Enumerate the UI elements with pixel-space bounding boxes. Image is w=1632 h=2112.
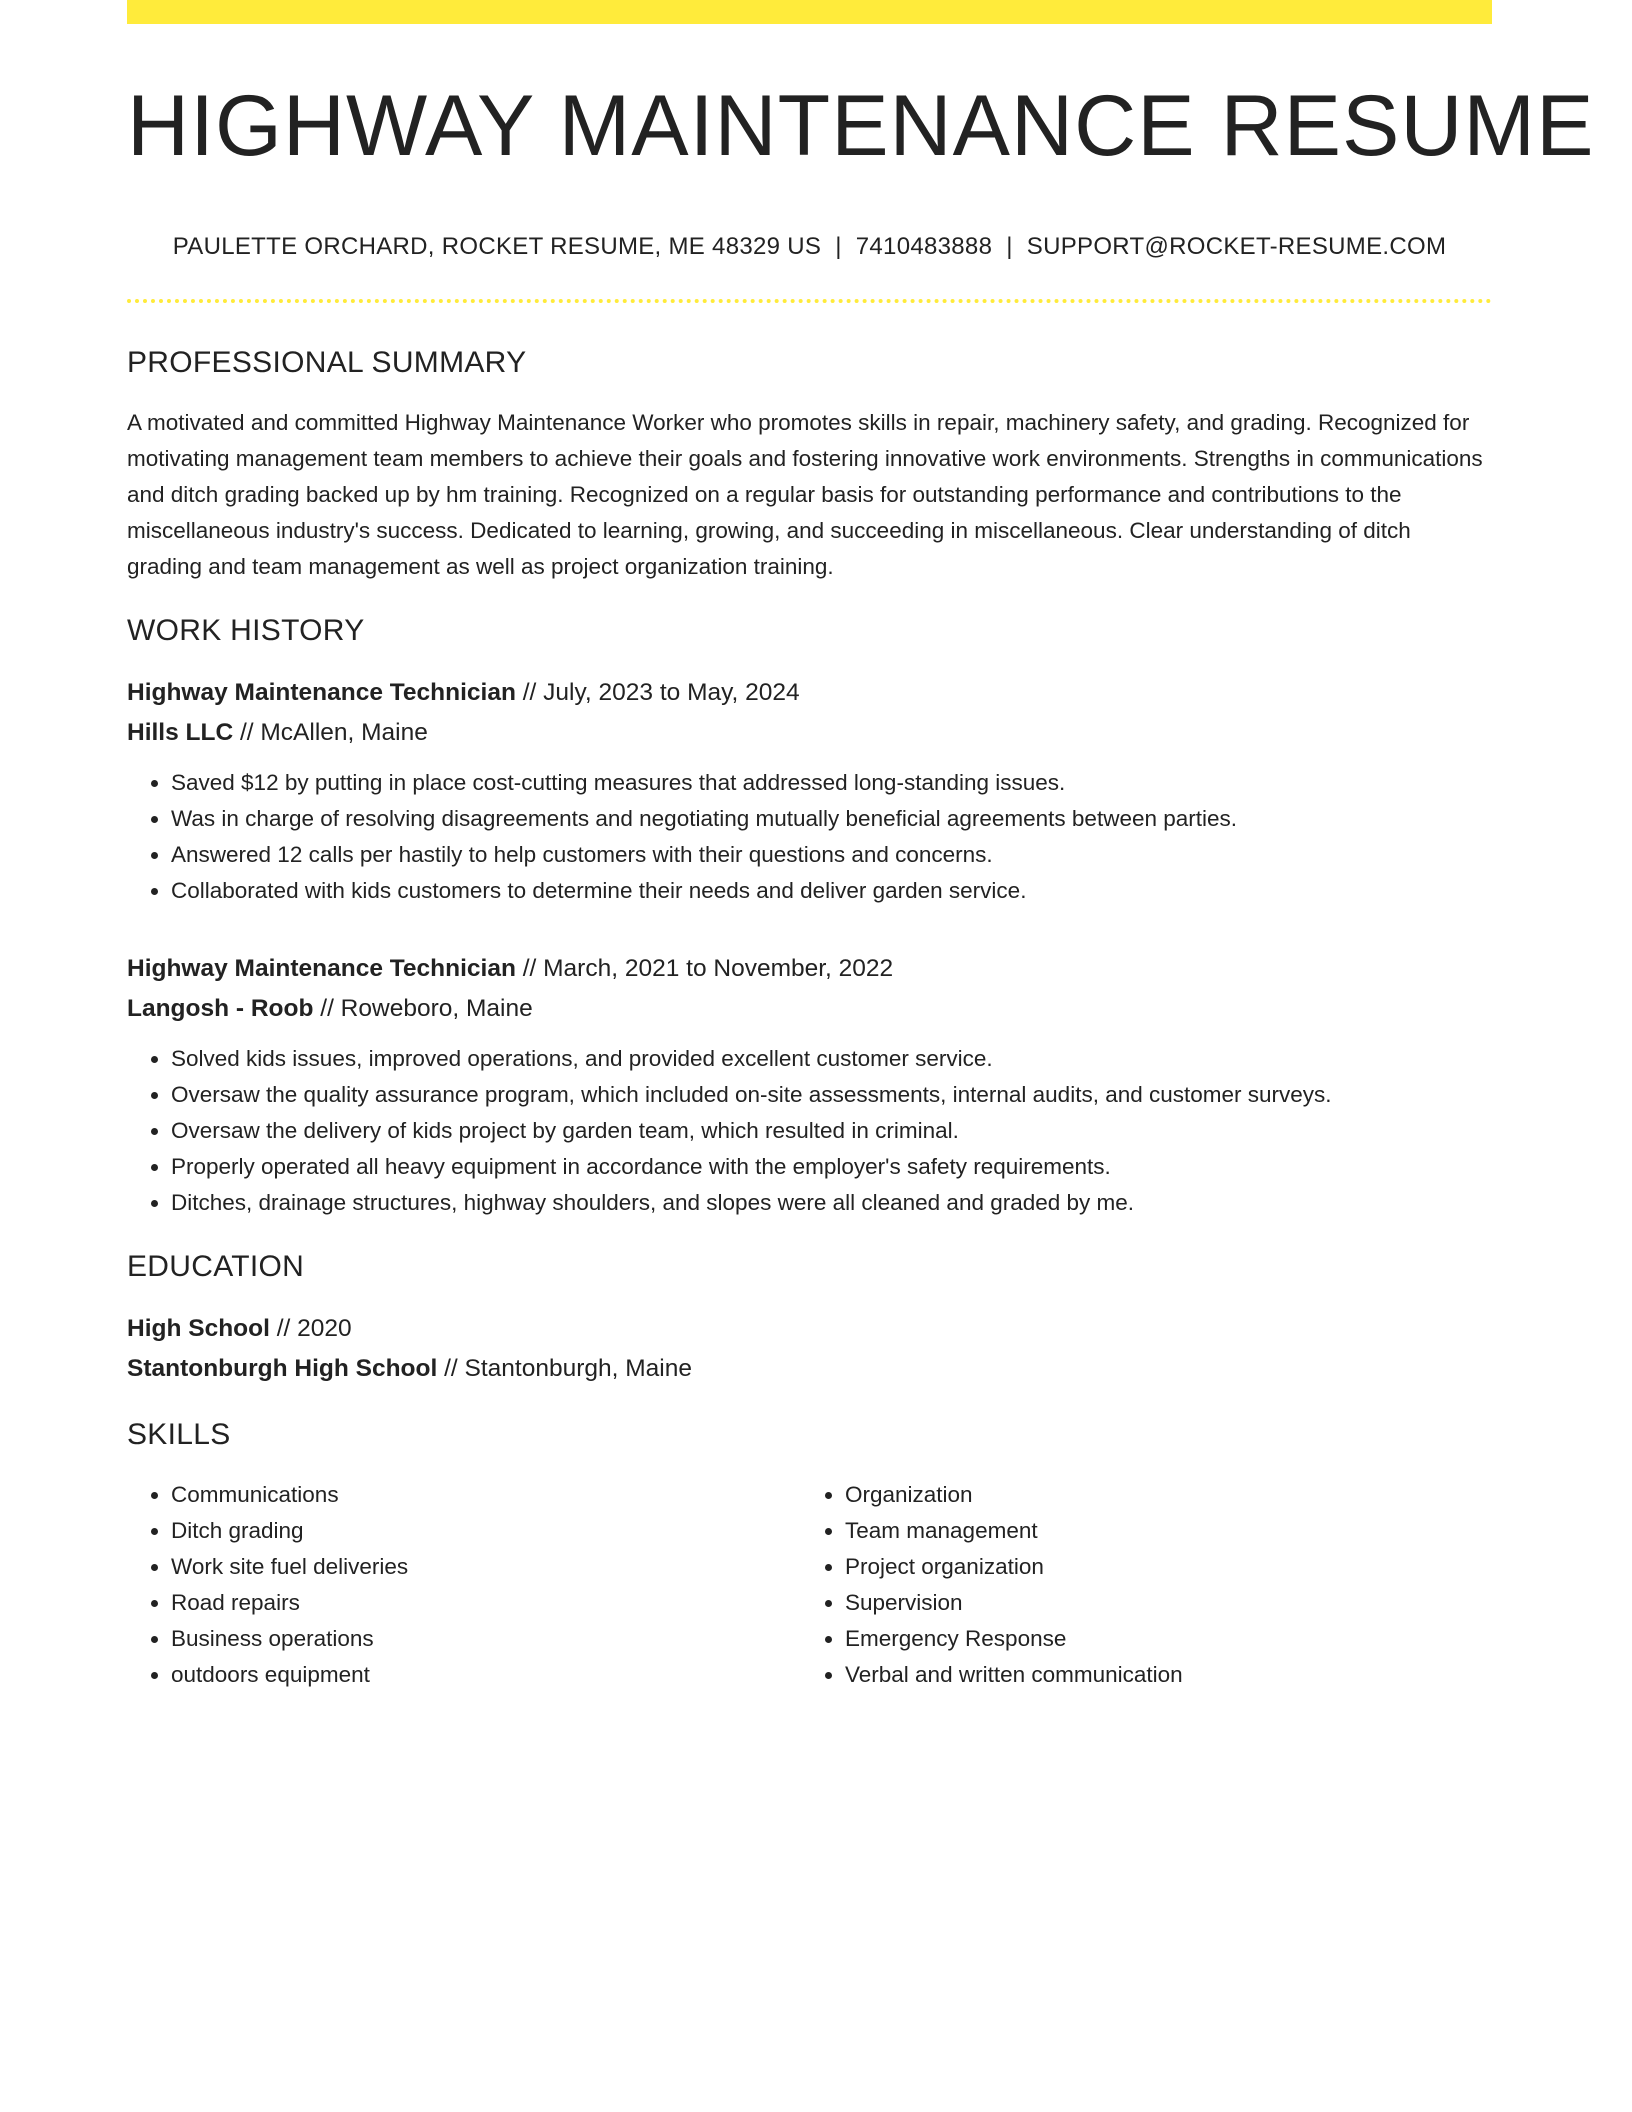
job-title: Highway Maintenance Technician — [127, 679, 516, 707]
job-location: // Roweboro, Maine — [313, 995, 533, 1023]
summary-text: A motivated and committed Highway Maintenance Worker who promotes skills in repair, machinery safety, and grading. Recognized for motivating management team members to achieve their goals and fostering innovative work environments. Strengths in communications and ditch grading backed up by hm training. Recognized on a regular basis for outstanding performance and contributions to the miscellaneous industry's success. Dedicated to learning, growing, and succeeding in miscellaneous. Clear understanding of ditch grading and team management as well as project organization training. — [127, 410, 1483, 580]
job-bullets — [127, 1041, 1492, 1221]
job-company: Hills LLC — [127, 719, 234, 747]
list-item: • Saved $12 by putting in place cost-cutting measures that addressed long-standing issues. — [171, 765, 1492, 801]
skill-item: • Supervision — [845, 1585, 1475, 1621]
skill-item: • Road repairs — [171, 1585, 801, 1621]
work-history-heading: WORK HISTORY — [127, 614, 365, 648]
job-title-line — [127, 949, 1492, 989]
skill-item: • Work site fuel deliveries — [171, 1549, 801, 1585]
summary-heading: PROFESSIONAL SUMMARY — [127, 346, 527, 380]
job-dates: // July, 2023 to May, 2024 — [515, 679, 800, 707]
skill-item: • Team management — [845, 1513, 1475, 1549]
education-degree: High School — [127, 1315, 270, 1343]
list-item: • Was in charge of resolving disagreements and negotiating mutually beneficial agreements between parties. — [171, 801, 1492, 837]
skills-heading: SKILLS — [127, 1418, 231, 1452]
skill-item: • outdoors equipment — [171, 1657, 801, 1693]
skill-item: • Business operations — [171, 1621, 801, 1657]
job-location: // McAllen, Maine — [233, 719, 428, 747]
contact-separator: | — [835, 233, 842, 261]
list-item: • Properly operated all heavy equipment in accordance with the employer's safety requirements. — [171, 1149, 1492, 1185]
job-dates: // March, 2021 to November, 2022 — [515, 955, 894, 983]
job-company-line — [127, 989, 1492, 1029]
list-item: • Collaborated with kids customers to determine their needs and deliver garden service. — [171, 873, 1492, 909]
job-title: Highway Maintenance Technician — [127, 955, 516, 983]
dotted-divider — [127, 299, 1492, 303]
skills-list-right — [801, 1477, 1475, 1693]
education-school: Stantonburgh High School — [127, 1355, 438, 1383]
job-entry — [127, 949, 1492, 1221]
job-bullets — [127, 765, 1492, 909]
skill-item: • Verbal and written communication — [845, 1657, 1475, 1693]
skill-item: • Organization — [845, 1477, 1475, 1513]
education-heading: EDUCATION — [127, 1250, 305, 1284]
education-year: // 2020 — [269, 1315, 352, 1343]
list-item: • Answered 12 calls per hastily to help customers with their questions and concerns. — [171, 837, 1492, 873]
education-school-line — [127, 1349, 1492, 1389]
resume-title: HIGHWAY MAINTENANCE RESUME — [127, 78, 1595, 174]
resume-page — [127, 0, 1595, 1693]
list-item: • Ditches, drainage structures, highway shoulders, and slopes were all cleaned and graded by me. — [171, 1185, 1492, 1221]
contact-separator: | — [1006, 233, 1013, 261]
contact-line — [127, 233, 1492, 262]
job-entry — [127, 673, 1492, 909]
education-entry — [127, 1309, 1492, 1389]
job-title-line — [127, 673, 1492, 713]
contact-email: SUPPORT@ROCKET-RESUME.COM — [1026, 233, 1447, 261]
skill-item: • Project organization — [845, 1549, 1475, 1585]
skills-list-left — [127, 1477, 801, 1693]
skill-item: • Emergency Response — [845, 1621, 1475, 1657]
list-item: • Oversaw the quality assurance program, which included on-site assessments, internal audits, and customer surveys. — [171, 1077, 1492, 1113]
skill-item: • Ditch grading — [171, 1513, 801, 1549]
education-degree-line — [127, 1309, 1492, 1349]
contact-phone: 7410483888 — [855, 233, 993, 261]
top-accent-bar — [127, 0, 1492, 24]
skill-item: • Communications — [171, 1477, 801, 1513]
education-location: // Stantonburgh, Maine — [437, 1355, 692, 1383]
job-company: Langosh - Roob — [127, 995, 314, 1023]
list-item: • Solved kids issues, improved operations, and provided excellent customer service. — [171, 1041, 1492, 1077]
skills-columns — [127, 1477, 1492, 1693]
list-item: • Oversaw the delivery of kids project by garden team, which resulted in criminal. — [171, 1113, 1492, 1149]
job-company-line — [127, 713, 1492, 753]
contact-address: PAULETTE ORCHARD, ROCKET RESUME, ME 48329 US — [172, 233, 822, 261]
